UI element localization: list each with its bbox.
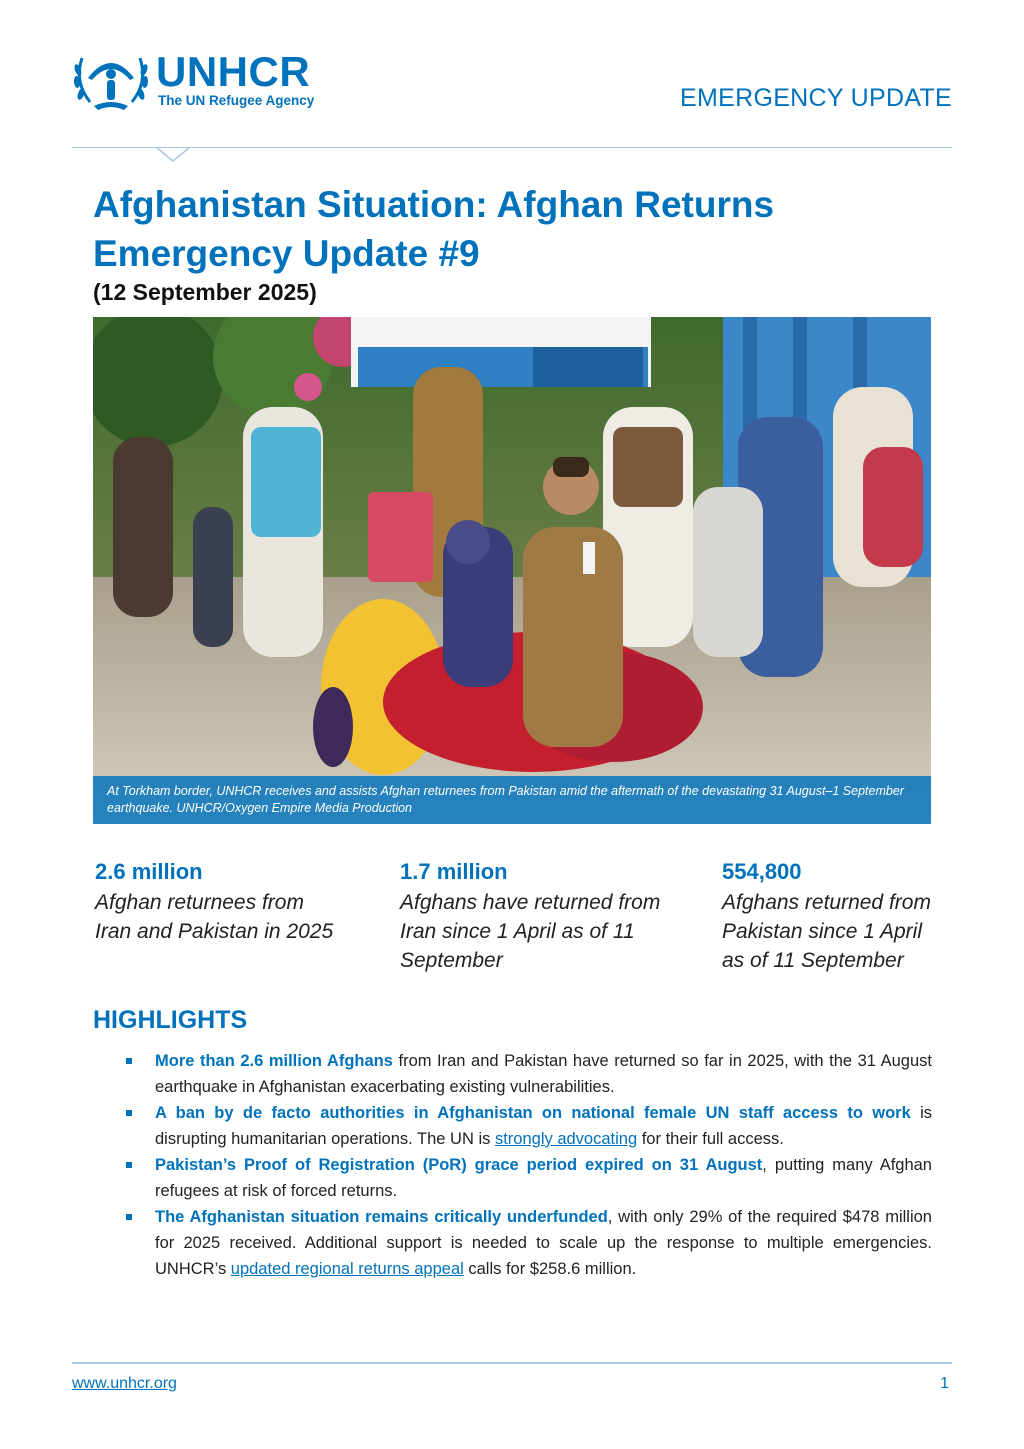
bullet-icon <box>126 1214 132 1220</box>
highlight-lead: Pakistan’s Proof of Registration (PoR) grace period expired on 31 August <box>155 1156 763 1174</box>
regional-returns-appeal-link[interactable]: updated regional returns appeal <box>230 1260 464 1278</box>
title-line-2: Emergency Update #9 <box>93 233 480 274</box>
highlight-item <box>126 1048 932 1100</box>
strongly-advocating-link[interactable]: strongly advocating <box>494 1130 638 1148</box>
highlight-tail: calls for $258.6 million. <box>463 1260 637 1278</box>
bullet-icon <box>126 1058 132 1064</box>
highlight-lead: The Afghanistan situation remains critically underfunded <box>155 1208 608 1226</box>
unhcr-logo <box>72 48 352 112</box>
bullet-icon <box>126 1162 132 1168</box>
stat-description: Afghans have returned from Iran since 1 April as of 11 September <box>400 891 661 972</box>
unhcr-emblem-icon <box>72 48 150 112</box>
highlights-list <box>126 1048 932 1282</box>
header-notch-icon <box>156 147 190 163</box>
bullet-icon <box>126 1110 132 1116</box>
footer-divider <box>72 1362 952 1364</box>
highlight-item <box>126 1100 932 1152</box>
stat-description: Afghans returned from Pakistan since 1 April as of 11 September <box>722 891 931 972</box>
stat-value: 554,800 <box>722 859 802 884</box>
hero-photo <box>93 317 931 824</box>
highlight-tail: for their full access. <box>637 1130 784 1148</box>
logo-tagline: The UN Refugee Agency <box>158 93 315 108</box>
page-title <box>93 180 953 278</box>
logo-wordmark: UNHCR <box>156 48 311 95</box>
highlights-heading: HIGHLIGHTS <box>93 1006 248 1034</box>
page-number: 1 <box>940 1375 949 1392</box>
stat-block-total-returnees <box>95 858 345 946</box>
stat-value: 2.6 million <box>95 859 203 884</box>
report-date: (12 September 2025) <box>93 279 317 305</box>
highlight-text: from Iran and Pakistan have returned so far in 2025, with the 31 August earthquake in Afghanistan exacerbating existing vulnerabilities. <box>155 1052 932 1096</box>
highlight-item <box>126 1204 932 1282</box>
stat-value: 1.7 million <box>400 859 508 884</box>
header-divider <box>72 147 952 148</box>
stat-description: Afghan returnees from Iran and Pakistan in 2025 <box>95 891 334 943</box>
stat-block-iran-returns <box>400 858 685 975</box>
footer-website-link[interactable]: www.unhcr.org <box>72 1375 177 1392</box>
highlight-lead: More than 2.6 million Afghans <box>155 1052 393 1070</box>
highlight-text: is disrupting humanitarian operations. The UN is <box>155 1104 932 1148</box>
photo-caption-bar <box>93 776 931 824</box>
highlight-text: , putting many Afghan refugees at risk of forced returns. <box>155 1156 932 1200</box>
photo-caption: At Torkham border, UNHCR receives and assists Afghan returnees from Pakistan amid the aftermath of the devastating 31 August–1 September earthquake. UNHCR/Oxygen Empire Media Production <box>107 784 904 815</box>
border-crossing-photo <box>93 317 931 824</box>
highlight-text: , with only 29% of the required $478 million for 2025 received. Additional support is needed to scale up the response to multiple emergencies. UNHCR’s <box>155 1208 932 1278</box>
highlight-lead: A ban by de facto authorities in Afghanistan on national female UN staff access to work <box>155 1104 911 1122</box>
document-type-label: EMERGENCY UPDATE <box>680 84 952 112</box>
highlight-item <box>126 1152 932 1204</box>
title-line-1: Afghanistan Situation: Afghan Returns <box>93 184 775 225</box>
stat-block-pakistan-returns <box>722 858 947 975</box>
